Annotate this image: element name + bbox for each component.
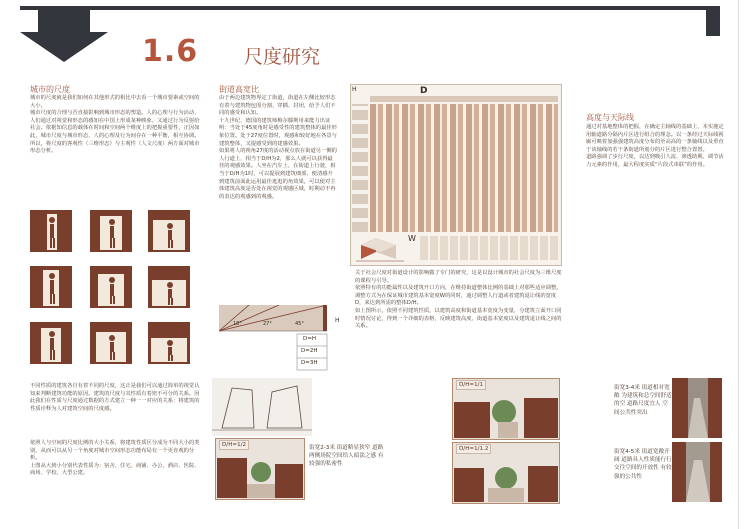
height-label: H	[335, 317, 340, 324]
panel-d-h-1-1-2	[452, 442, 722, 504]
panel-d-h-1-1	[452, 378, 722, 440]
axis-d-label: D	[420, 86, 428, 96]
street-photo	[672, 442, 722, 502]
dh-table	[350, 84, 560, 264]
col3-text: 关于社会尺度对街道设计的影响做了专门的研究，这是以设计城市的社会尺度为三维尺度的课程与引导。 依照特有的功能属性以及建筑开口方向，在维持街道整体比例的基础上对那些适应调整。 调整方式为在保证城市建筑基本宽度W的同时，通过调整人行道或者建筑退让线的宽度D，来达到所需的整体D/H。 如上图所示，依照不同建筑性质，以建筑高度和街道基本宽度为变量，分建筑立面开口同时情况讨论，得到一个详细的表格，反映建筑高度、街道基本宽度以及建筑退让线之间的关系。	[355, 270, 562, 330]
silhouette-tile	[148, 322, 190, 364]
table-grid	[370, 104, 558, 232]
angle-label: 45°	[295, 321, 304, 327]
panel-caption: 街宽4-5米 街道宽敞开阔 道路具人性质能行行交往空间的开放性 有较强的公共性	[614, 449, 672, 480]
iso-building-figure	[356, 234, 406, 262]
ratio-label: D=2H	[301, 348, 318, 354]
section-title: 尺度研究	[244, 46, 321, 68]
table-header-row	[370, 96, 558, 102]
axis-w-label: W	[408, 234, 416, 243]
street-elevation-image	[454, 456, 558, 502]
silhouette-tile	[148, 266, 190, 308]
ratio-tag: D/H=1/1	[456, 380, 486, 390]
silhouette-tile	[148, 210, 190, 252]
angle-label: 18°	[233, 321, 242, 327]
silhouette-tiles	[30, 210, 200, 370]
ratio-tag: D/H=1/1.2	[456, 444, 491, 454]
angle-label: 27°	[263, 321, 272, 327]
col2-intro: 由于两边建筑物界定了街道，街道在左侧比较形态有着与建筑物包围分割、穿插、封闭，给予人们不同的感受和认知。 十九世纪，德国的建筑师梅尔滕斯用来能力出证明：当处于45度角时是感受性的建筑整体的最佳形象位置。处于27度位置时，观感和较好地在各景与建筑整体，又提感受到的建感效果。 如果将人的视角27度的活动视点放在街道另一侧的人行道上，相当于D/H为2，那么人就可以获得最佳的观感效果。人坐在汽车上，在街道上行驶，相当于D/H为1时，可以提展到建筑细部，便清感升到建筑前面此运用最佳逛逛的角效果，可以使对主体建筑高度是否处在视觉的观感区域，时期动不再的表达的观感到的观感。	[219, 95, 337, 200]
silhouette-tile	[30, 210, 72, 252]
header-right-bar	[706, 6, 720, 36]
col1-title: 城市的尺度	[30, 85, 70, 94]
header-arrow-graphic	[20, 6, 108, 62]
col1-bottom-text2: 依照人与空间的尺度比例的大小关系，将建筑性质区分成为不同大小的类别，从而可以从另一个角度对城市空间形态功能布局有一个更直观的分析。 上图从大到小分别代表性质为：宿舍、住宅、商铺、办公、酒店、医院、商场、学校、大型公建。	[30, 440, 200, 477]
col4-title: 高度与天际线	[586, 113, 634, 122]
silhouette-tile	[90, 210, 132, 252]
right-margin-rule	[738, 0, 739, 529]
axis-h-label: H	[352, 86, 357, 93]
silhouette-tile	[30, 266, 72, 308]
street-section-diagram	[219, 305, 349, 373]
section-number: 1.6	[142, 34, 199, 69]
side-diagrams	[352, 104, 368, 232]
col1-bottom-text: 不同性质的建筑各自有着不同的尺度，这正是我们可以通过简单的视觉认知来判断建筑功能的原因。建筑的尺度与其性质有着密不可分的关系。因此我们在性质与尺度通过数据的方式建立一种一一对应的关系：将建筑的性质诠释为人对建筑空间的尺度感。	[30, 383, 200, 412]
col2-title: 街道高宽比	[219, 85, 259, 94]
street-elevation-image	[454, 392, 558, 438]
panel-caption: 街宽2-3米 街道略显狭窄 道路两侧场院空间给人暗淡之感 有较强的私密性	[309, 445, 384, 468]
street-sketch-image	[212, 378, 312, 436]
silhouette-tile	[90, 266, 132, 308]
street-elevation-image	[217, 450, 303, 498]
silhouette-tile	[30, 322, 72, 364]
panel-d-h-1-2	[215, 438, 385, 500]
street-photo	[672, 378, 722, 438]
ratio-label: D=H	[303, 336, 316, 342]
header-band	[20, 6, 720, 10]
col1-intro: 城市的尺度就是我们如何在其他形式的相比中去看一个城市要素或空间的大小。 城市尺度的合理与否直接影响到城市形态的塑造。人的心理与行为活动、人们通过对视觉和形态的感知在中国上形成某种映象，又通过行为反射给社会。依据知信息的载体在时间和空间两个维度上的把握重要性，正因如此，城市尺度与城市形态、人的心理及行为间存在一种平衡，相互协调。 所以，将尺度的客观性（三维形态）与主观性（人文尺度）两方面对城市形态分析。	[30, 95, 200, 155]
col4-text: 通过对基地整体的把握，在确定主轴线的基础上，本实施定用轴道路分隔内片区进行组合的理念。以一条经过天际线视廊可映着加强强建筑高度分布的至高高的一条轴线以及垂直于该轴线的若干条街道所划分的片区进行整合置置。 道路强调了步行尺度，以达到吸引人流、渗透助期、调节活力元素的作用，最大程度实质“片段式串联”的作用。	[586, 124, 724, 168]
grid-footer-cells	[420, 236, 558, 260]
ratio-label: D=3H	[301, 360, 318, 366]
silhouette-tile	[90, 322, 132, 364]
panel-caption: 街宽3-4米 街道相对宽敞 为建筑和总空间舒适的空 道路尺度宜人 空间公共性突出	[614, 385, 672, 416]
ratio-tag: D/H=1/2	[219, 440, 249, 450]
